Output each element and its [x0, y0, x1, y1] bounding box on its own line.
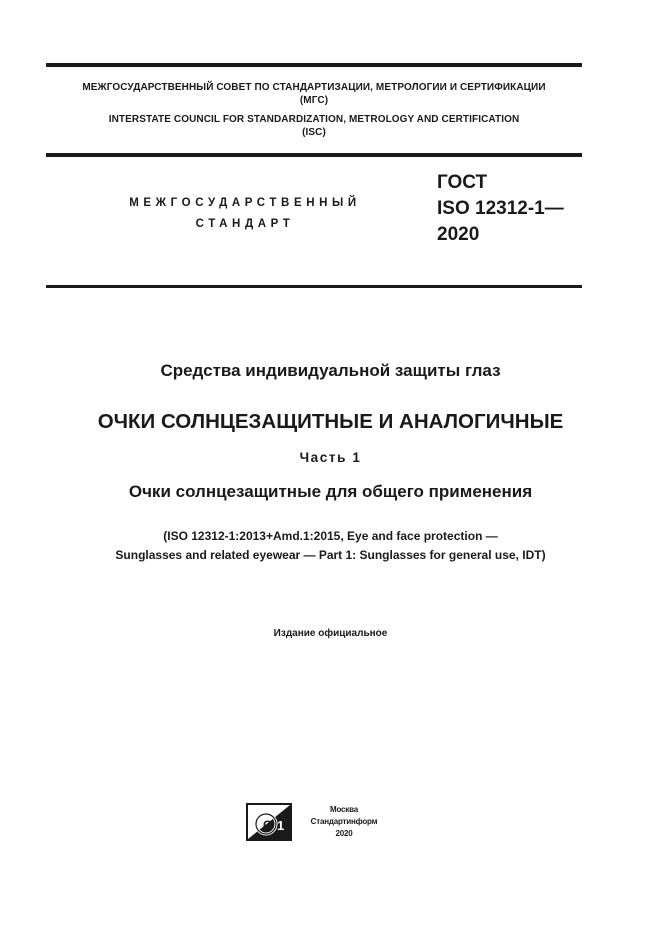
designation-gost: ГОСТ [437, 172, 488, 193]
council-name-en-line1: INTERSTATE COUNCIL FOR STANDARDIZATION, METROLOGY AND CERTIFICATION [108, 114, 520, 125]
publisher-city: Москва [330, 805, 358, 814]
document-part-title: Очки солнцезащитные для общего применения [128, 482, 533, 501]
council-abbr-en: (ISC) [302, 127, 326, 138]
edition-label: Издание официальное [273, 628, 388, 639]
publisher-block [246, 803, 396, 843]
svg-text:1: 1 [277, 818, 285, 833]
iso-reference-line1: (ISO 12312-1:2013+Amd.1:2015, Eye and face protection — [163, 529, 498, 543]
svg-text:С: С [263, 818, 272, 832]
designation-year: 2020 [437, 224, 480, 245]
header-divider-rule [46, 153, 582, 157]
document-part: Часть 1 [299, 450, 362, 465]
designation-divider-rule [46, 285, 582, 288]
designation-number: ISO 12312-1— [437, 198, 564, 219]
top-rule [46, 63, 582, 67]
standard-designation [437, 170, 564, 248]
standard-type-line2: СТАНДАРТ [195, 218, 295, 230]
document-title: ОЧКИ СОЛНЦЕЗАЩИТНЫЕ И АНАЛОГИЧНЫЕ [97, 410, 564, 433]
council-name-ru-line1: МЕЖГОСУДАРСТВЕННЫЙ СОВЕТ ПО СТАНДАРТИЗАЦИИ, МЕТРОЛОГИИ И СЕРТИФИКАЦИИ [82, 82, 546, 93]
iso-reference-line2: Sunglasses and related eyewear — Part 1: Sunglasses for general use, IDT) [115, 548, 546, 562]
iso-reference [46, 527, 615, 565]
council-name-ru [46, 81, 582, 107]
publisher-year: 2020 [335, 829, 353, 838]
council-name-en [46, 113, 582, 139]
council-abbr-ru: (МГС) [299, 95, 329, 106]
standartinform-logo-icon [246, 803, 292, 841]
standard-type-line1: МЕЖГОСУДАРСТВЕННЫЙ [129, 197, 361, 209]
document-subject: Средства индивидуальной защиты глаз [160, 361, 501, 380]
publisher-text [304, 804, 384, 840]
standard-type [100, 193, 390, 235]
publisher-name: Стандартинформ [310, 817, 378, 826]
